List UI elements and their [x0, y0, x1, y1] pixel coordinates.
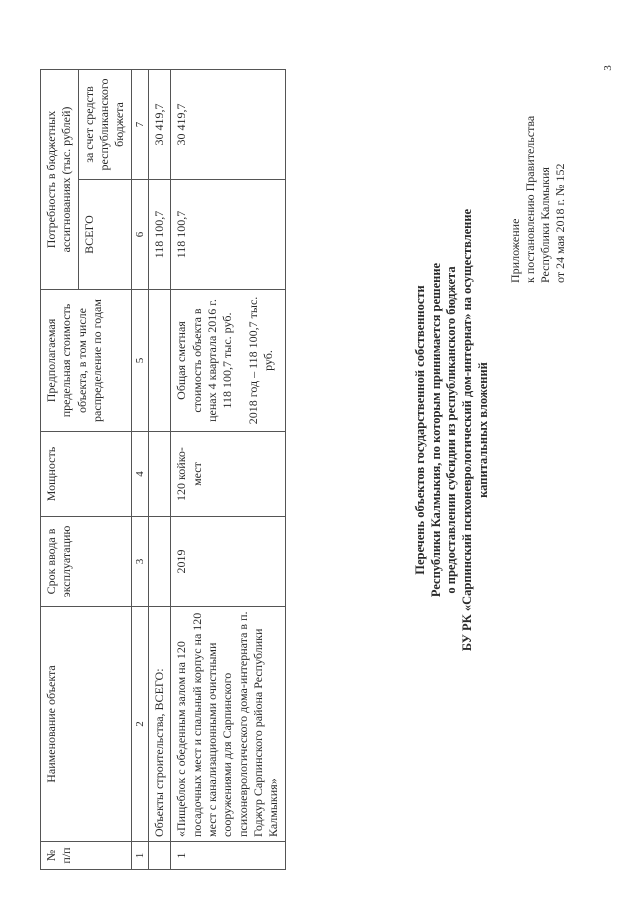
- summary-republic: 30 419,7: [148, 70, 170, 180]
- summary-cost: [148, 290, 170, 432]
- object-num: 1: [171, 842, 286, 870]
- header-name: Наименование объекта: [41, 607, 132, 842]
- approval-line: от 24 мая 2018 г. № 152: [553, 163, 567, 283]
- title-line: БУ РК «Сарпинский психоневрологический дом-интернат» на осуществление: [459, 208, 474, 652]
- header-capacity: Мощность: [41, 432, 132, 517]
- objects-table: [40, 69, 286, 870]
- object-date: 2019: [171, 517, 286, 607]
- header-republic: за счет средств республиканского бюджета: [78, 70, 131, 180]
- index-cell: 7: [131, 70, 148, 180]
- index-cell: 2: [131, 607, 148, 842]
- approval-stamp: [508, 53, 568, 283]
- title-line: Республики Калмыкия, по которым принимается решение: [428, 262, 443, 598]
- object-total: 118 100,7: [171, 180, 286, 290]
- title-line: капитальных вложений: [475, 362, 490, 498]
- approval-line: к постановлению Правительства: [523, 115, 537, 283]
- approval-line: Приложение: [508, 218, 522, 283]
- summary-capacity: [148, 432, 170, 517]
- title-line: о предоставлении субсидии из республиканского бюджета: [444, 266, 459, 594]
- page-number: 3: [601, 65, 614, 71]
- header-need: Потребность в бюджетных ассигнованиях (тыс. рублей): [41, 70, 79, 290]
- object-cost-total: Общая сметная стоимость объекта в ценах 4 квартала 2016 г. 118 100,7 тыс. руб.: [174, 299, 235, 422]
- document-title: [413, 140, 491, 720]
- object-name: «Пищеблок с обеденным залом на 120 посадочных мест и спальный корпус на 120 мест с канализационными очистными сооружениями для Сарпинского психоневрологического дома-интерната в п. Годжур Сарпинского района Республики Калмыкия»: [171, 607, 286, 842]
- table-row: [148, 70, 170, 870]
- object-cost-year: 2018 год – 118 100,7 тыс. руб.: [245, 296, 276, 425]
- index-cell: 4: [131, 432, 148, 517]
- table-header-row: [41, 70, 79, 870]
- header-total: ВСЕГО: [78, 180, 131, 290]
- table-index-row: [131, 70, 148, 870]
- table-row: [171, 70, 286, 870]
- title-line: Перечень объектов государственной собственности: [413, 285, 427, 575]
- index-cell: 6: [131, 180, 148, 290]
- summary-name: Объекты строительства, ВСЕГО:: [148, 607, 170, 842]
- header-cost: Предполагаемая предельная стоимость объекта, в том числе распределение по годам: [41, 290, 132, 432]
- index-cell: 3: [131, 517, 148, 607]
- object-republic: 30 419,7: [171, 70, 286, 180]
- index-cell: 5: [131, 290, 148, 432]
- header-date: Срок ввода в эксплуатацию: [41, 517, 132, 607]
- index-cell: 1: [131, 842, 148, 870]
- summary-total: 118 100,7: [148, 180, 170, 290]
- object-cost: [171, 290, 286, 432]
- header-num: № п/п: [41, 842, 132, 870]
- summary-num: [148, 842, 170, 870]
- document-sheet: [30, 30, 620, 875]
- approval-line: Республики Калмыкия: [538, 167, 552, 283]
- object-capacity: 120 койко-мест: [171, 432, 286, 517]
- summary-date: [148, 517, 170, 607]
